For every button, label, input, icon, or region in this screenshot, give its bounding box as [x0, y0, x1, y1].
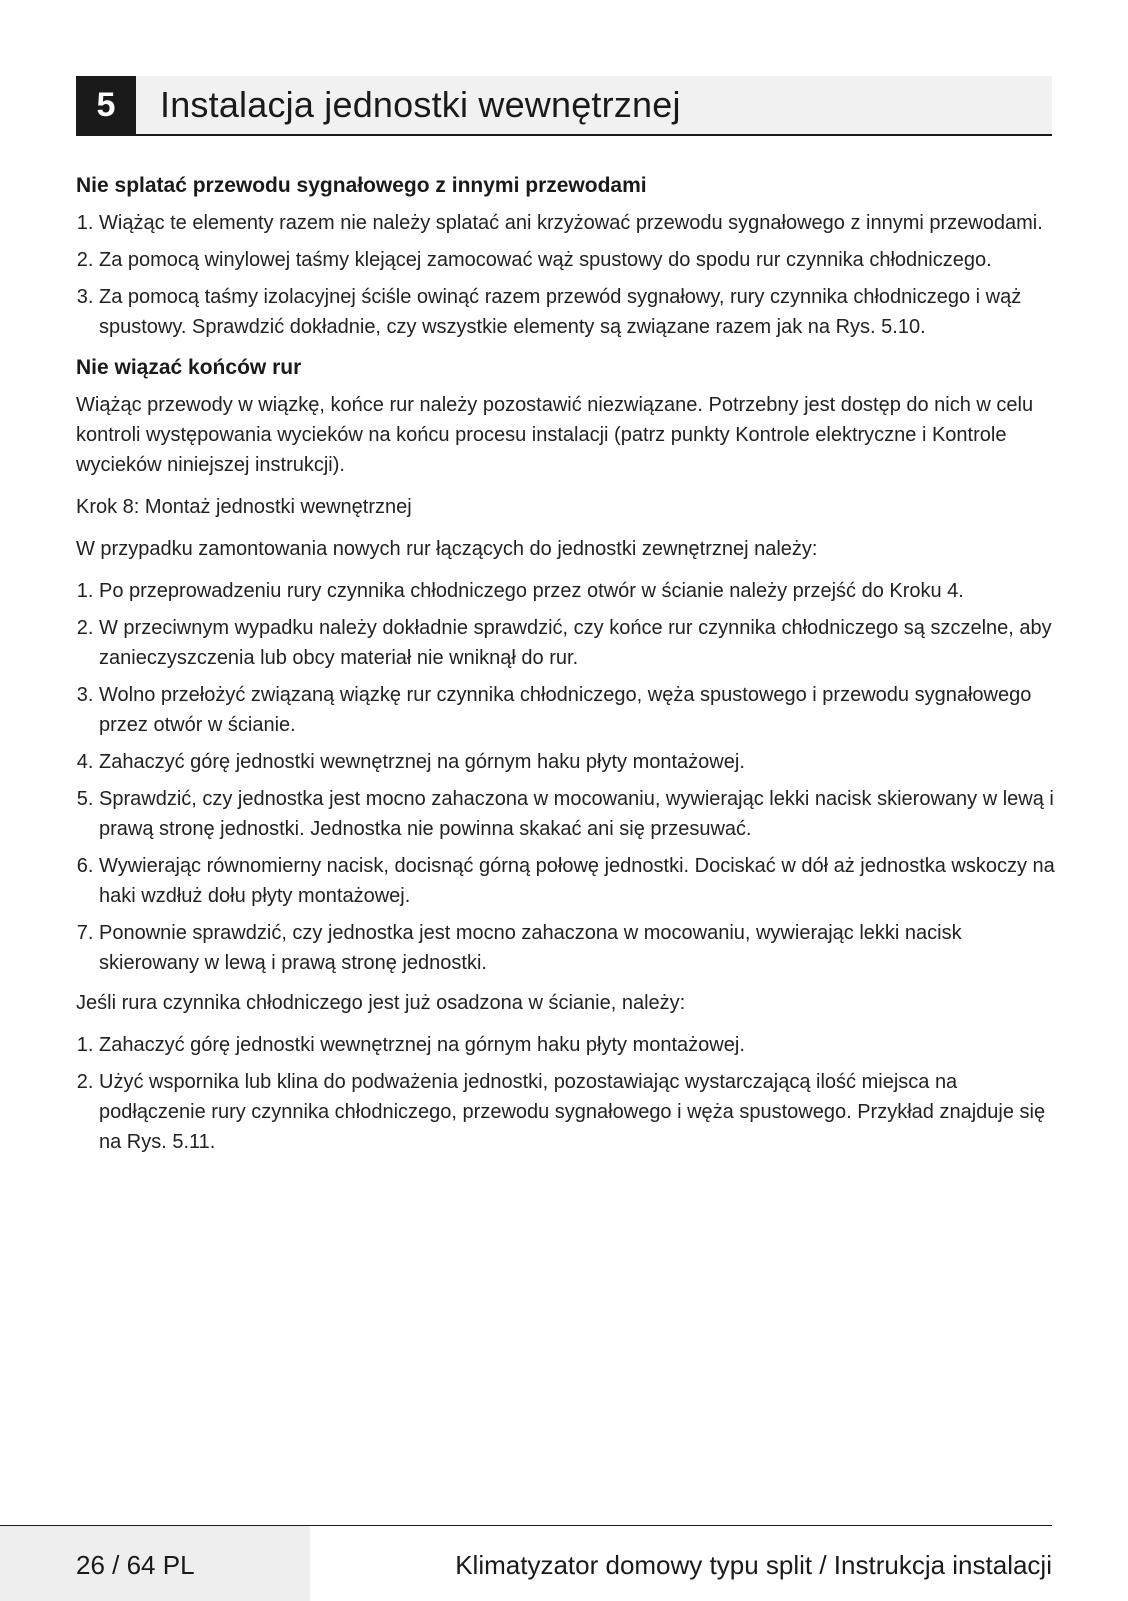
list-new-pipes-steps	[76, 576, 1056, 978]
list-signal-cable-steps	[76, 208, 1056, 342]
list-item: 2. Użyć wspornika lub klina do podważenia jednostki, pozostawiając wystarczającą ilość miejsca na podłączenie rury czynnika chłodniczego, przewodu sygnałowego i węża spustowego. Przykład znajduje się na Rys. 5.11.	[99, 1067, 1056, 1157]
chapter-header	[76, 76, 1052, 136]
list-item: 3. Wolno przełożyć związaną wiązkę rur czynnika chłodniczego, węża spustowego i przewodu sygnałowego przez otwór w ścianie.	[99, 680, 1056, 740]
section-heading-signal-cable: Nie splatać przewodu sygnałowego z innymi przewodami	[76, 174, 647, 197]
list-item: 5. Sprawdzić, czy jednostka jest mocno zahaczona w mocowaniu, wywierając lekki nacisk skierowany w lewą i prawą stronę jednostki. Jednostka nie powinna skakać ani się przesuwać.	[99, 784, 1056, 844]
list-item: 1. Po przeprowadzeniu rury czynnika chłodniczego przez otwór w ścianie należy przejść do Kroku 4.	[99, 576, 1056, 606]
list-item: 6. Wywierając równomierny nacisk, docisnąć górną połowę jednostki. Dociskać w dół aż jednostka wskoczy na haki wzdłuż dołu płyty montażowej.	[99, 851, 1056, 911]
intro-new-pipes: W przypadku zamontowania nowych rur łączących do jednostki zewnętrznej należy:	[76, 538, 818, 560]
step-title: Krok 8: Montaż jednostki wewnętrznej	[76, 496, 412, 518]
paragraph-pipe-ends: Wiążąc przewody w wiązkę, końce rur należy pozostawić niezwiązane. Potrzebny jest dostęp do nich w celu kontroli występowania wycieków na końcu procesu instalacji (patrz punkty Kontrole elektryczne i Kontrole wycieków niniejszej instrukcji).	[76, 394, 1034, 476]
chapter-title: Instalacja jednostki wewnętrznej	[160, 84, 681, 125]
chapter-number: 5	[76, 76, 136, 134]
page-content	[76, 170, 1056, 1167]
list-item: 1. Wiążąc te elementy razem nie należy splatać ani krzyżować przewodu sygnałowego z innymi przewodami.	[99, 208, 1056, 238]
list-item: 3. Za pomocą taśmy izolacyjnej ściśle owinąć razem przewód sygnałowy, rury czynnika chłodniczego i wąż spustowy. Sprawdzić dokładnie, czy wszystkie elementy są związane razem jak na Rys. 5.10.	[99, 282, 1056, 342]
page-number: 26 / 64 PL	[76, 1550, 195, 1580]
list-item: 2. Za pomocą winylowej taśmy klejącej zamocować wąż spustowy do spodu rur czynnika chłodniczego.	[99, 245, 1056, 275]
list-existing-pipes-steps	[76, 1030, 1056, 1157]
list-item: 2. W przeciwnym wypadku należy dokładnie sprawdzić, czy końce rur czynnika chłodniczego są szczelne, aby zanieczyszczenia lub obcy materiał nie wniknął do rur.	[99, 613, 1056, 673]
list-item: 1. Zahaczyć górę jednostki wewnętrznej na górnym haku płyty montażowej.	[99, 1030, 1056, 1060]
list-item: 4. Zahaczyć górę jednostki wewnętrznej na górnym haku płyty montażowej.	[99, 747, 1056, 777]
list-item: 7. Ponownie sprawdzić, czy jednostka jest mocno zahaczona w mocowaniu, wywierając lekki nacisk skierowany w lewą i prawą stronę jednostki.	[99, 918, 1056, 978]
document-title: Klimatyzator domowy typu split / Instrukcja instalacji	[455, 1550, 1052, 1580]
intro-existing-pipes: Jeśli rura czynnika chłodniczego jest już osadzona w ścianie, należy:	[76, 992, 686, 1014]
section-heading-pipe-ends: Nie wiązać końców rur	[76, 356, 302, 379]
